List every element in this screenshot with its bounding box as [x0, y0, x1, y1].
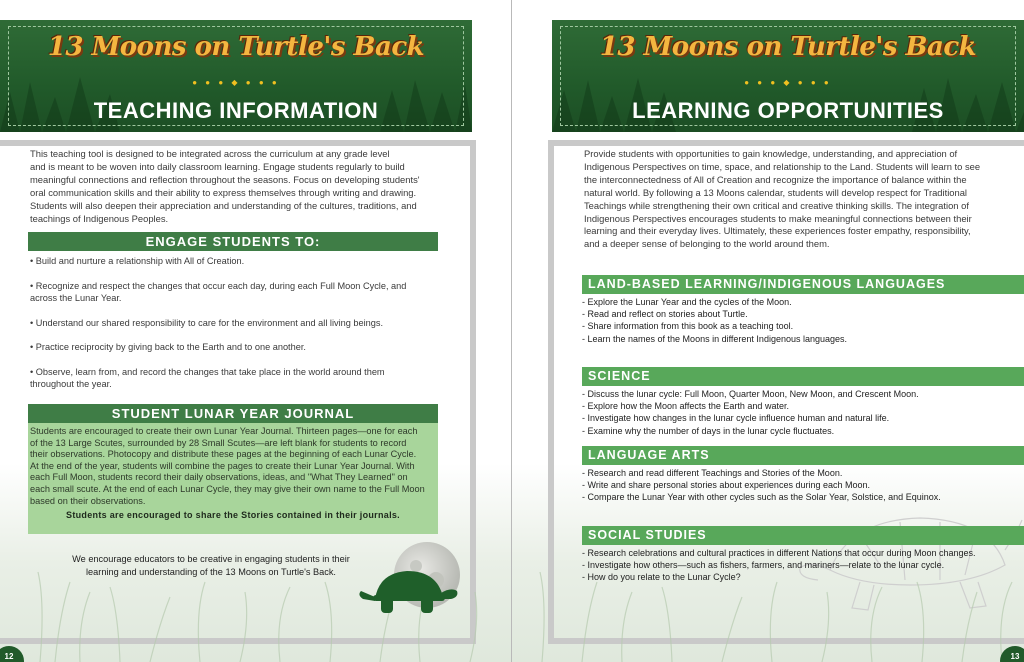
- list-item: - Examine why the number of days in the lunar cycle fluctuates.: [582, 425, 835, 436]
- list-item: • Practice reciprocity by giving back to the Earth and to one another.: [30, 342, 306, 352]
- list-item: - Research and read different Teachings and Stories of the Moon.: [582, 468, 843, 478]
- left-header-banner: [0, 20, 472, 132]
- intro-line: the interconnectedness of All of Creation and recognize the importance of balance within the: [584, 173, 967, 185]
- intro-line: oral communication skills and their ability to express themselves through writing and drawing.: [30, 186, 417, 198]
- list-item: - Compare the Lunar Year with other cycles such as the Solar Year, Solstice, and Equinox.: [582, 492, 941, 503]
- section-social-studies: [582, 526, 1024, 584]
- list-item: - Investigate how changes in the lunar cycle influence human and natural life.: [582, 413, 890, 424]
- list-item: - Research celebrations and cultural practices in different Nations that occur during Moon changes.: [582, 548, 976, 558]
- list-item: - Explore the Lunar Year and the cycles of the Moon.: [582, 297, 792, 307]
- list-item: - How do you relate to the Lunar Cycle?: [582, 572, 741, 583]
- series-logo: 13 Moons on Turtle's Back: [599, 32, 977, 62]
- intro-line: This teaching tool is designed to be integrated across the curriculum at any grade level: [30, 148, 390, 159]
- section-items: [582, 545, 1024, 584]
- section-heading: LANGUAGE ARTS: [582, 446, 1024, 465]
- intro-line: natural world. By following a 13 Moons calendar, students will develop respect for Traditional: [584, 186, 968, 198]
- section-land-based: [582, 275, 1024, 345]
- intro-line: learning and their everyday lives. Ultimately, these experiences foster empathy, responsibility,: [584, 225, 971, 237]
- intro-line: Students will also deepen their appreciation and understanding of the cultures, traditions, and: [30, 199, 417, 211]
- section-items: [582, 465, 1024, 504]
- section-heading: SCIENCE: [582, 367, 1024, 386]
- list-item: - Investigate how others—such as fishers, farmers, and mariners—relate to the lunar cycle.: [582, 560, 945, 571]
- page-title: TEACHING INFORMATION: [93, 98, 379, 123]
- logo-ornament: ● ● ● ◆ ● ● ●: [192, 78, 280, 87]
- journal-box: [28, 404, 438, 534]
- journal-heading: STUDENT LUNAR YEAR JOURNAL: [28, 404, 438, 423]
- list-item: - Explore how the Moon affects the Earth and water.: [582, 401, 789, 412]
- section-heading: LAND-BASED LEARNING/INDIGENOUS LANGUAGES: [582, 275, 1024, 294]
- intro-line: meaningful connections and reflection throughout the seasons. Focus on developing students': [30, 173, 420, 185]
- section-heading: SOCIAL STUDIES: [582, 526, 1024, 545]
- list-item: • Understand our shared responsibility to care for the environment and all living beings.: [30, 317, 384, 328]
- page-title: LEARNING OPPORTUNITIES: [632, 98, 944, 123]
- engage-list: [30, 255, 440, 391]
- intro-line: and a deeper sense of belonging to the world around them.: [584, 238, 830, 250]
- list-item: • Observe, learn from, and record the changes that take place in the world around them throughout the year.: [30, 366, 385, 389]
- journal-note: Students are encouraged to share the Stories contained in their journals.: [66, 510, 400, 521]
- section-science: [582, 367, 1024, 437]
- journal-text: Students are encouraged to create their own Lunar Year Journal. Thirteen pages—one for each of the 13 Large Scutes, surrounded by 28 Small Scutes—are left blank for students to record their observations. Photocopy and distribute these pages at the beginning of each Lunar Cycle. At the end of the year, students will combine the pages to create their Lunar Year Journal. With each Full Moon, students record their daily observations, ideas, and "What They Learned" on each small scute. At the end of each Lunar Cycle, they may give their own name to the Full Moon based on their observations.: [30, 426, 425, 506]
- page-number: 12: [0, 646, 24, 662]
- left-intro: [30, 148, 450, 225]
- list-item: - Read and reflect on stories about Turtle.: [582, 309, 748, 320]
- intro-line: Teachings while strengthening their own critical and creative thinking skills. The integration of: [584, 199, 969, 211]
- intro-line: teachings of Indigenous Peoples.: [30, 212, 169, 224]
- turtle-icon: [355, 565, 459, 621]
- engage-heading: ENGAGE STUDENTS TO:: [28, 232, 438, 251]
- intro-line: and is meant to be woven into daily classroom learning. Engage students regularly to build: [30, 160, 405, 172]
- list-item: - Discuss the lunar cycle: Full Moon, Quarter Moon, New Moon, and Crescent Moon.: [582, 389, 919, 399]
- intro-line: Indigenous Perspectives on time, space, and relationship to the Land. Students will learn to see: [584, 160, 981, 172]
- closing-note: We encourage educators to be creative in engaging students in their learning and understanding of the 13 Moons on Turtle's Back.: [72, 554, 350, 577]
- list-item: - Share information from this book as a teaching tool.: [582, 321, 794, 332]
- intro-line: Indigenous Perspectives encourages students to make meaningful connections between their: [584, 212, 972, 224]
- list-item: • Build and nurture a relationship with All of Creation.: [30, 256, 245, 266]
- section-language-arts: [582, 446, 1024, 504]
- list-item: - Learn the names of the Moons in different Indigenous languages.: [582, 333, 848, 344]
- section-items: [582, 386, 1024, 437]
- series-logo: 13 Moons on Turtle's Back: [47, 32, 425, 62]
- list-item: • Recognize and respect the changes that occur each day, during each Full Moon Cycle, and across the Lunar Year.: [30, 280, 407, 303]
- page-number: 13: [1000, 646, 1024, 662]
- right-intro: [584, 148, 1004, 251]
- logo-ornament: ● ● ● ◆ ● ● ●: [744, 78, 832, 87]
- intro-line: Provide students with opportunities to gain knowledge, understanding, and appreciation of: [584, 148, 958, 159]
- list-item: - Write and share personal stories about experiences during each Moon.: [582, 480, 870, 491]
- section-items: [582, 294, 1024, 345]
- right-header-banner: [552, 20, 1024, 132]
